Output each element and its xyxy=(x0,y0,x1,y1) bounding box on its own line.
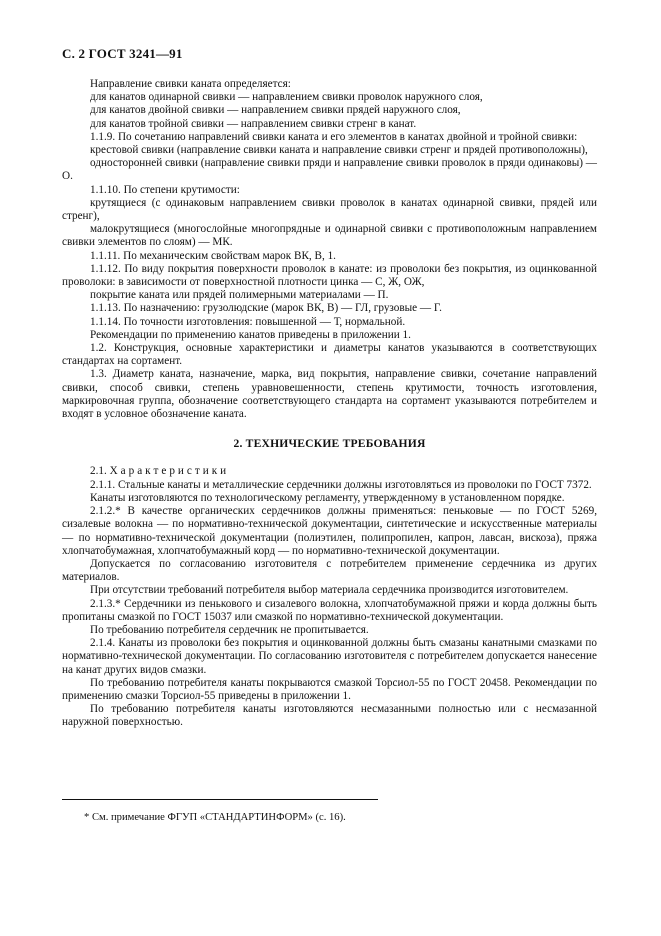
clause-2-1 xyxy=(62,465,597,478)
clause-1-1-9-a: крестовой свивки (направление свивки каната и направление свивки стренг и прядей противоположны), xyxy=(90,144,588,157)
intro-line-4: для канатов тройной свивки — направлением свивки стренг в канат. xyxy=(90,117,417,130)
recommendations: Рекомендации по применению канатов приведены в приложении 1. xyxy=(90,328,411,341)
intro-line-3: для канатов двойной свивки — направлением свивки прядей наружного слоя, xyxy=(90,104,461,117)
clause-2-1-2-a: Допускается по согласованию изготовителя с потребителем применение сердечника из других материалов. xyxy=(62,557,597,584)
section-title: 2. ТЕХНИЧЕСКИЕ ТРЕБОВАНИЯ xyxy=(233,437,426,451)
clause-2-1-2-b: При отсутствии требований потребителя выбор материала сердечника производится изготовителем. xyxy=(90,584,569,597)
clause-2-1-1-a: Канаты изготовляются по технологическому регламенту, утвержденному в установленном порядке. xyxy=(90,491,565,504)
clause-1-1-12-a: покрытие каната или прядей полимерными материалами — П. xyxy=(90,289,389,302)
clause-1-3: 1.3. Диаметр каната, назначение, марка, вид покрытия, направление свивки, сочетание направлений свивки, способ свивки, степень уравновешенности, степень крутимости, точность изготовления, маркировочная группа, обозначение соответствующего стандарта на сортамент указываются потребителем и входят в условное обозначение каната. xyxy=(62,368,597,421)
clause-2-1-4: 2.1.4. Канаты из проволоки без покрытия и оцинкованной должны быть смазаны канатными смазками по нормативно-технической документации. По согласованию изготовителя с потребителем допускается нанесение на канат других видов смазки. xyxy=(62,637,597,676)
clause-2-1-3: 2.1.3.* Сердечники из пенькового и сизалевого волокна, хлопчатобумажной пряжи и корда должны быть пропитаны смазкой по ГОСТ 15037 или смазкой по нормативно-технической документации. xyxy=(62,597,597,623)
document-body xyxy=(62,78,597,730)
clause-1-1-10-b: малокрутящиеся (многослойные многопрядные и одинарной свивки с противоположным направлением свивки элементов по слоям) — МК. xyxy=(62,223,597,249)
intro-line-2: для канатов одинарной свивки — направлением свивки проволок наружного слоя, xyxy=(90,91,483,104)
clause-2-1-4-b: По требованию потребителя канаты изготовляются несмазанными полностью или с несмазанной наружной поверхностью. xyxy=(62,703,597,729)
clause-1-1-13: 1.1.13. По назначению: грузолюдские (марок ВК, В) — ГЛ, грузовые — Г. xyxy=(90,302,442,315)
clause-1-1-11: 1.1.11. По механическим свойствам марок ВК, В, 1. xyxy=(90,249,336,262)
page-header: С. 2 ГОСТ 3241—91 xyxy=(62,46,183,61)
clause-2-1-2: 2.1.2.* В качестве органических сердечников должны применяться: пеньковые — по ГОСТ 5269, сизалевые волокна — по нормативно-технической документации, синтетические и искусственные материалы — по нормативно-технической документации (полиэтилен, полипропилен, капрон, лавсан, вискоза), пряжа хлопчатобумажная, хлопчатобумажный корд — по нормативно-технической документации. xyxy=(62,505,597,557)
footnote: * См. примечание ФГУП «СТАНДАРТИНФОРМ» (с. 16). xyxy=(84,812,346,823)
clause-1-1-9: 1.1.9. По сочетанию направлений свивки каната и его элементов в канатах двойной и тройной свивки: xyxy=(90,130,578,143)
clause-2-1-number: 2.1. xyxy=(90,465,107,478)
clause-2-1-1: 2.1.1. Стальные канаты и металлические сердечники должны изготовляться из проволоки по ГОСТ 7372. xyxy=(90,478,592,491)
clause-1-1-10: 1.1.10. По степени крутимости: xyxy=(90,183,240,196)
clause-1-1-14: 1.1.14. По точности изготовления: повышенной — Т, нормальной. xyxy=(90,315,406,328)
clause-2-1-3-a: По требованию потребителя сердечник не пропитывается. xyxy=(90,623,369,636)
clause-1-1-9-b: односторонней свивки (направление свивки пряди и направление свивки проволок в пряди одинаковы) — О. xyxy=(62,157,597,183)
clause-1-2: 1.2. Конструкция, основные характеристики и диаметры канатов указываются в соответствующих стандартах на сортамент. xyxy=(62,342,597,368)
clause-1-1-10-a: крутящиеся (с одинаковым направлением свивки проволок в канатах одинарной свивки, прядей или стренг), xyxy=(62,196,597,223)
clause-1-1-12: 1.1.12. По виду покрытия поверхности проволок в канате: из проволоки без покрытия, из оцинкованной проволоки: в зависимости от поверхностной плотности цинка — С, Ж, ОЖ, xyxy=(62,262,597,289)
intro-line-1: Направление свивки каната определяется: xyxy=(90,78,291,90)
clause-2-1-title: Характеристики xyxy=(109,465,230,478)
footnote-rule xyxy=(62,799,378,800)
clause-2-1-4-a: По требованию потребителя канаты покрываются смазкой Торсиол-55 по ГОСТ 20458. Рекомендации по применению смазки Торсиол-55 приведены в приложении 1. xyxy=(62,676,597,702)
